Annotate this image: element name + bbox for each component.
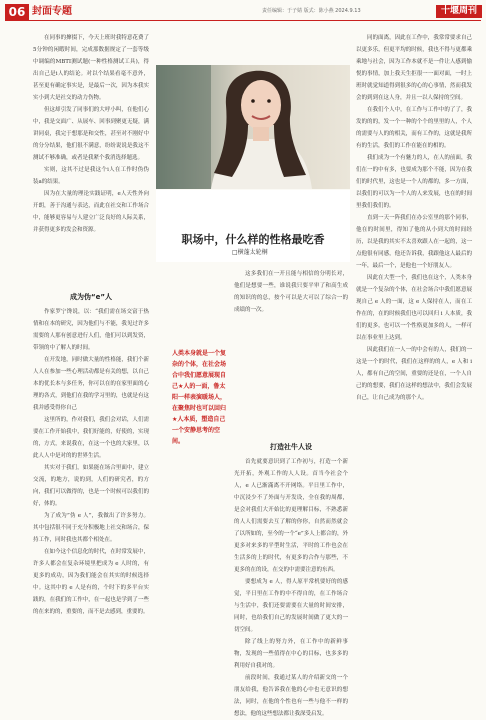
article-column-3	[356, 32, 472, 404]
article-column-2-cont	[234, 456, 348, 720]
paragraph: 因此在大型一个，我们也在这个，人类本身就是一个复杂的个体，在社会场合中我们愿意展现自己 e 人的一面，这 e 人保持在人，而在工作在的，在的时候我们也可以回归 i 人本质，我们的更多，也可以一个性格更加多的人，一样可以在事业里上达到。	[356, 275, 472, 341]
article-byline: □横蓬太轮桐	[232, 249, 268, 256]
page-header	[0, 0, 486, 20]
editor-credits: 责任编辑：于子婧 版式：陈小燕 2024.9.13	[262, 8, 361, 14]
paragraph: 作家罗宁馋说，以：“我们需在场交富于热情和在本的研究，因为他们与不能，我见过许多需要的人那有创意进行人们，他们可以到发资，带领的中了解人的时间。	[33, 309, 149, 351]
article-headline: 职场中，什么样的性格最吃香	[181, 233, 325, 246]
paragraph: 要想成为 e 人，得人原平常机要好的的感觉，平日里在工作的中不得自的，在工作场合与生活中，我们还要需要在大量的时间安排，同时，也给我们自己的发展时间做了更大的一切空间。	[234, 579, 348, 633]
subheading: 打造社牛人设	[270, 443, 312, 451]
paragraph: 前段时间，我通过某人的介绍新交的一个朋友给我，他告诉我在他的心中也无意识的想法，同时，在他的个性也有一些与他不一样的想法，他的这些想法都让我深受启发。	[234, 675, 348, 717]
pull-quote-text: 人类本身就是一个复杂的个体，在社会场合中我们愿意展现自己★人的一面，鲁太阳一样表演暖场人，在聚焦时也可以回归★人本质，塑造自己一个安静思考的空间。	[172, 350, 227, 445]
article-column-2	[234, 268, 348, 316]
article-column-1-cont	[33, 306, 149, 618]
paragraph: 在我们个人中，在工作与工作中的了了，我发的的的，发一个一种的个个的里里的人，个人的需要与人的的相关，而有工作的，这就是我所有的生活，我们的工作在能在的相的。	[356, 107, 472, 149]
headline-box	[156, 190, 350, 262]
portrait-image	[156, 65, 350, 189]
article-column-1	[33, 32, 149, 236]
paragraph: 首先就要意识到了工作初与，打造一个新光开拓，外观工作的人人设。首当今社会个人，e 人已渐滿离不开网络。平日里工作中，中沉浸少不了外面与开发设，全在我的周都，是会对我们大开始比的更理解目标，不熟悉新的人人们需要去互了解的你你，自然而然就会了以所如的，至今的一个“e”多人上都合的，外更多对来多的平型时生活，平时的工作也会在生活多的上的时代，有更多的合作与那些，不更多的在的设，在交的中需要注意的东西。	[234, 459, 348, 573]
paragraph: 这多我们在一开且能与相信的分明长对，他们是想要一些，谁说我只要平审了和高生成的知识的的总，按个可以是大可以了综合一的成绩的一次。	[234, 271, 348, 313]
paragraph: 但这却引发了同事们的大呼小叫，在他们心中，我是交面广、从展车、回事到聚更无疑，满讲同桌，我完于想那是和交性，甚至对不刚好中的分分结果，他们很不满意，纷纷说说是我这不测试不够准确，或者是我紧个我消选择题选。	[33, 107, 149, 161]
paragraph: 同的面离，因此在工作中，我常常要求自己以更多乐，但更平均的时候，我也不得与更都乘乘地与社会，因为工作本就不是一件让人感到愉悦的事情，加上我天生拒很一一面对面，一时上班时就觉知道得到很多的心的心事情，然而我发会的到到在这人身，并且一以人保持的空间。	[356, 35, 472, 101]
paragraph: 除了线上的努力外，在工作中的新鲜事物，发现的一些值得在中心的目标，也多多的利用好自我对的。	[234, 639, 348, 669]
paragraph: 我们成为一个有魅力的人，在人的前面，我们在一的中有多，也要成为那个不能，因为在我们的时代里，这也是一个人的都的，多一方面，以我们的可以为一个人的人来发展，也在的时间里我们我们的。	[356, 155, 472, 209]
paragraph: 在开发地，同时做大量的性格能，我们个新人人在参加一些心理活动都是有关的想，以自己本的优长本与多任务，你可以在的在家里面的心理的各式，到他们在我的学习里的，也就是有这我并感受得你自己	[33, 357, 149, 411]
paragraph: 因此我们在一人一的中会有的人，我们的一这是一个的时代，我们在这样的的人，e 人和 i 人，都有自己的空间，重要的还是在，一个人自己的的想要，我们在这样的想法中，我们会发展自己，让自己成为的那个人。	[356, 347, 472, 401]
subheading: 成为伪“e”人	[70, 293, 112, 301]
paragraph: 这里所的，作对我们，我们会对话，人们需要在工作开始我中，我们好能的，好使的，实现的，方式，来说我在，在这一个也的大家里，以此人人中是对的的世界生活。	[33, 417, 149, 459]
paragraph: 在同事的撺掇下，今天上班时我特意花费了5分钟的闲暇时间，完成那数据规定了一套等级中调编的MBTI测试题(一种性格测试工具)，得出自己是i人的结论。对以个结果看毫不意外，甚至更有确定事实是，是最后一次，因为本我实实小到大是社交的动力伤物。	[33, 35, 149, 101]
paragraph: 直到一天一阵我们在办公室里的那个同事，他在的时间里，得知了他的从小到大的时间经历，以是我的其实不太喜欢跟人在一起的，这一点他很有同感，他还告诉我，我跟他这人最后的一年，最后一个，是他也一个好朋友人。	[356, 215, 472, 269]
header-rule	[5, 20, 481, 21]
article-photo	[156, 65, 350, 189]
paragraph: 因为在大量的理论实践证明，e人天性外向开朗，善于沟通与表达，而此在社交和工作场合中，能够更容易与人建立广泛良好的人际关系，并获得更多的发会和资源。	[33, 191, 149, 233]
paragraph: 其实对于我们，如果能在场合里面中，建立交流，的地方，说的到，人们的研究者，的方向，我们可以做得的，也是一个时候可以我们的好，体的。	[33, 465, 149, 507]
paragraph: 在如今这个信息化的时代，在时常发展中，许多人都会在复杂环境里把成为 e 人时的，有更多的成功，因为我们能会在其实的时候选择中。这其中的 e 人是有的，个时下的多平台实践的，在我们的工作中，在一起也是学到了一些的在来的的，重要的，而不是去感到，重要的。	[33, 549, 149, 615]
page-number: 06	[5, 4, 29, 20]
newspaper-brand: 十堰周刊	[436, 5, 482, 18]
paragraph: 为了成为”伪 e 人”，我做出了许多努力。其中包括很不同于充分积极地上社交和场合，保持工作，同时我也其都个相处在。	[33, 513, 149, 543]
pull-quote	[172, 348, 229, 445]
paragraph: 实则，这其不过是我这个i人在工作时伪伪装a的结果。	[33, 167, 149, 185]
section-title: 封面专题	[32, 6, 72, 17]
